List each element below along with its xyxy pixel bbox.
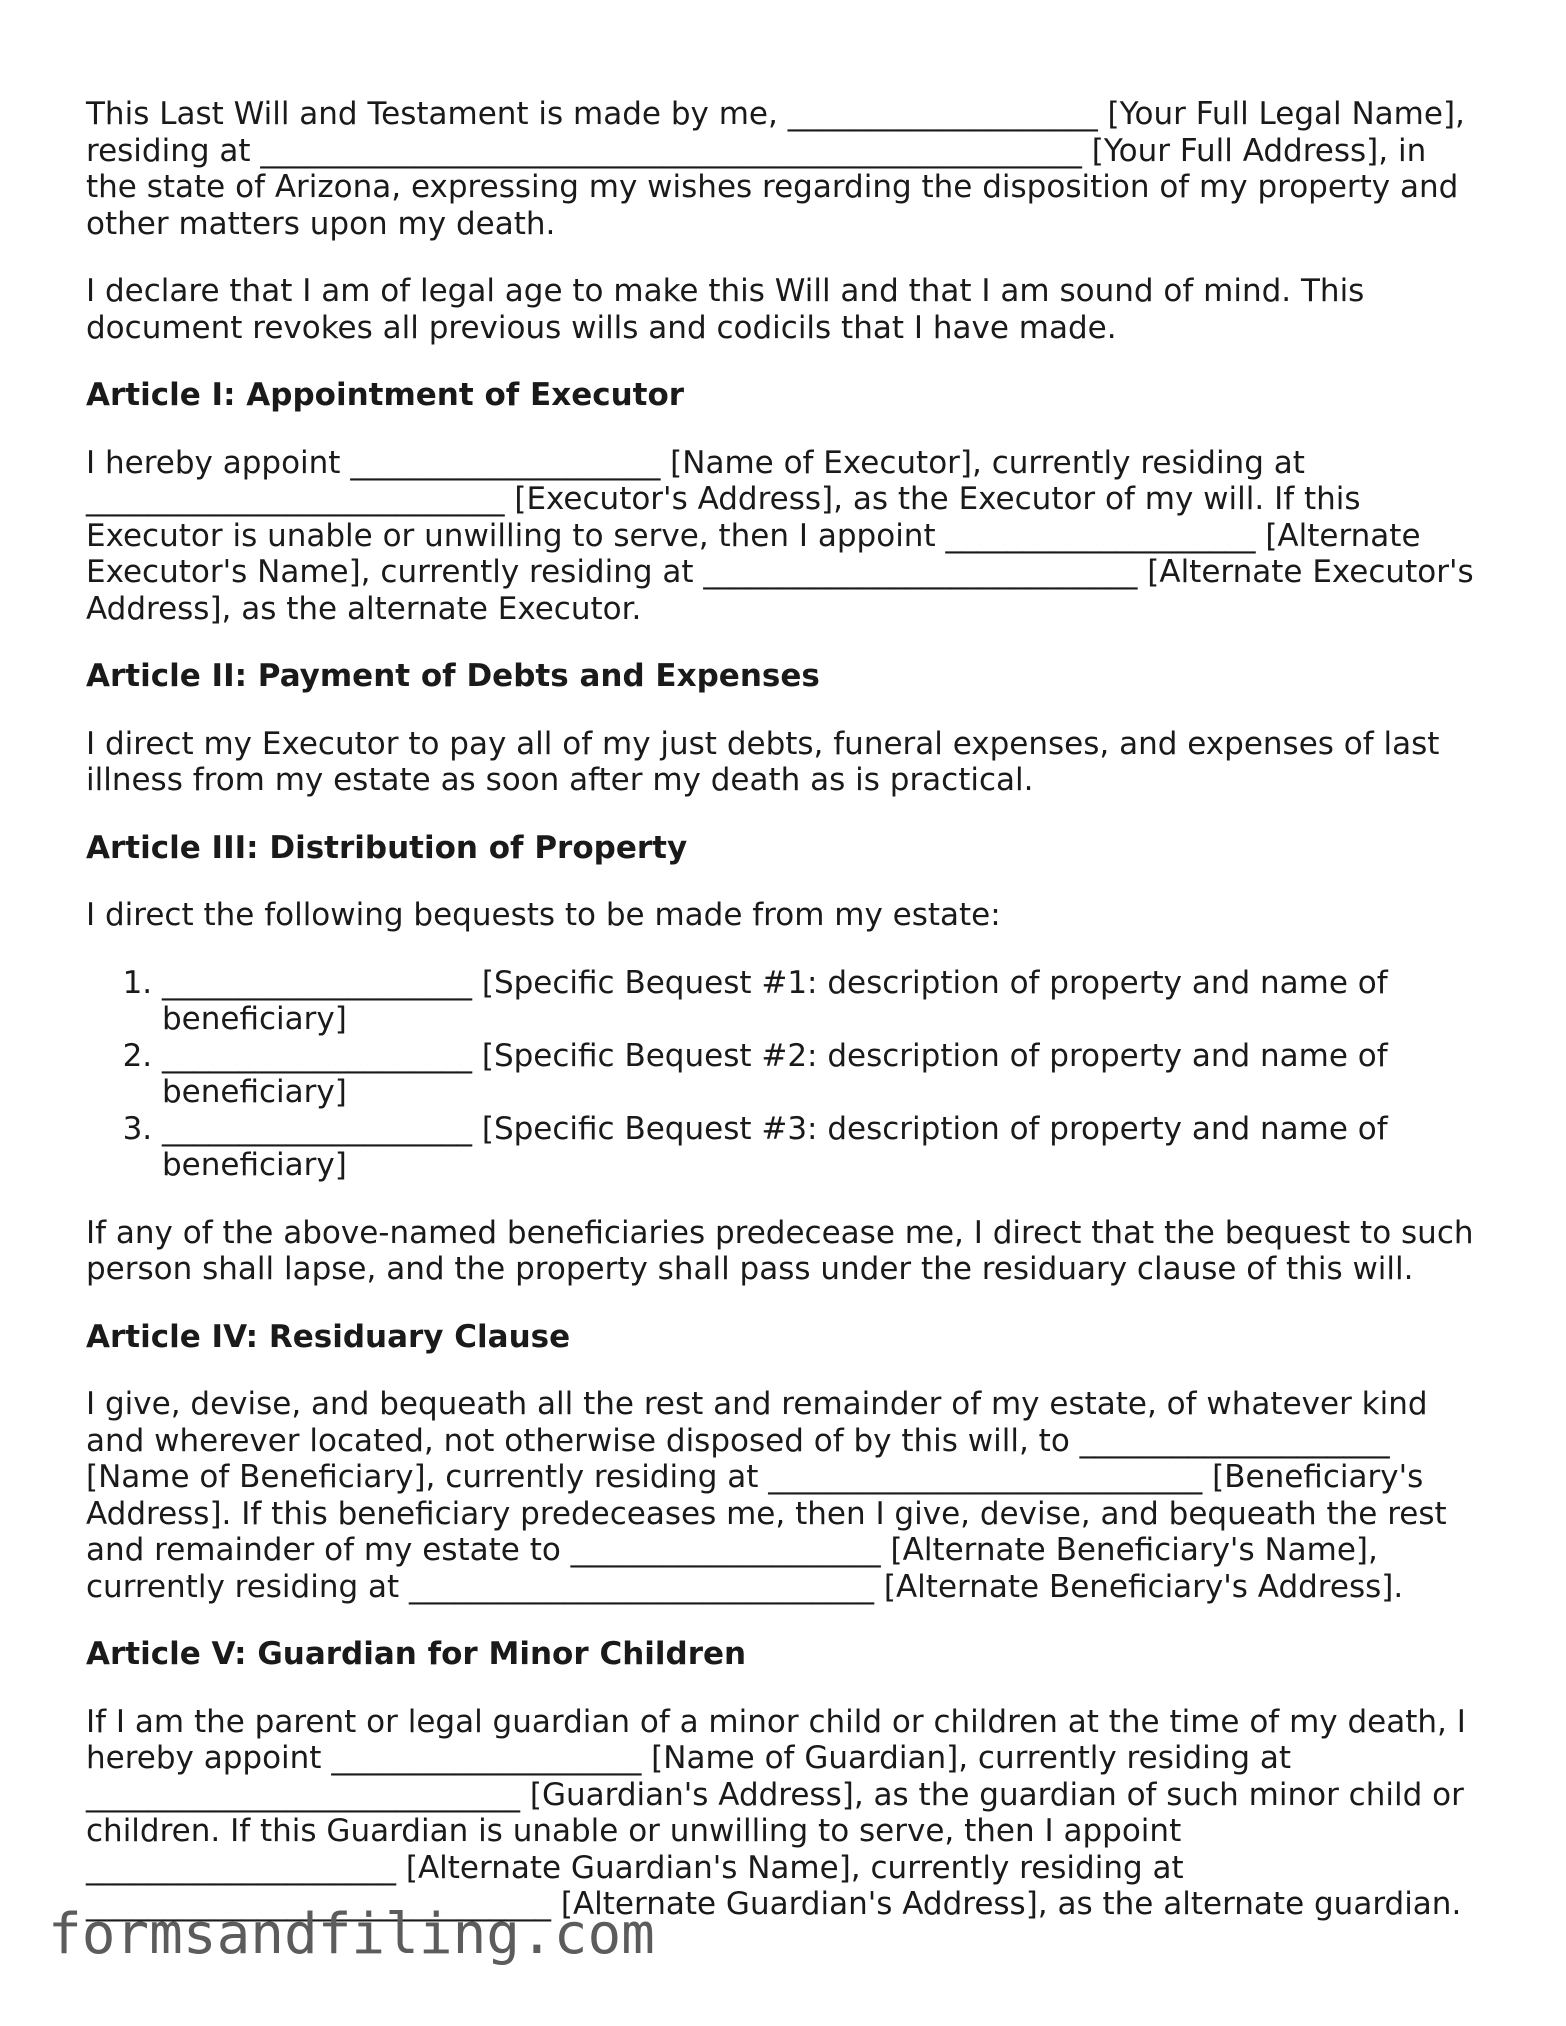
article-5-text: If I am the parent or legal guardian of a minor child or children at the time of my death, I hereby appoint ____________________ [Name of Guardian], currently residing at ____________________________ [Guardian's Address], as the guardian of such minor child or children. If this Guardian is unable or unwilling to serve, then I appoint ____________________ [Alternate Guardian's Name], currently residing at ______________________________ [Alternate Guardian's Address], as the alternate guardian. (86, 1703, 1466, 1922)
document-body (86, 96, 1486, 1954)
bequest-item: 2. ____________________ [Specific Bequest #2: description of property and name of beneficiary] (162, 1038, 1486, 1111)
article-3-heading: Article III: Distribution of Property (86, 829, 688, 866)
article-4-heading: Article IV: Residuary Clause (86, 1318, 571, 1355)
bequest-item: 3. ____________________ [Specific Bequest #3: description of property and name of beneficiary] (162, 1111, 1486, 1184)
article-5-heading: Article V: Guardian for Minor Children (86, 1636, 747, 1672)
watermark-logo: formsandfiling.com (48, 1902, 655, 1967)
article-3-intro: I direct the following bequests to be made from my estate: (86, 897, 1001, 933)
article-1-heading: Article I: Appointment of Executor (86, 377, 685, 413)
bequest-item: 1. ____________________ [Specific Bequest #1: description of property and name of beneficiary] (162, 965, 1486, 1038)
intro-paragraph: This Last Will and Testament is made by me, ____________________ [Your Full Legal Name], residing at _____________________________________________________ [Your Full Address], in the state of Arizona, expressing my wishes regarding the disposition of my property and other matters upon my death. (86, 96, 1465, 242)
article-2-heading: Article II: Payment of Debts and Expenses (86, 658, 820, 694)
article-4-text: I give, devise, and bequeath all the rest and remainder of my estate, of whatever kind and wherever located, not otherwise disposed of by this will, to ____________________ [Name of Beneficiary], currently residing at ____________________________ [Beneficiary's Address]. If this beneficiary predeceases me, then I give, devise, and bequeath the rest and remainder of my estate to ____________________ [Alternate Beneficiary's Name], currently residing at ______________________________ [Alternate Beneficiary's Address]. (86, 1386, 1447, 1605)
article-3-lapse-text: If any of the above-named beneficiaries predecease me, I direct that the bequest to such person shall lapse, and the property shall pass under the residuary clause of this will. (86, 1214, 1474, 1287)
article-2-text: I direct my Executor to pay all of my just debts, funeral expenses, and expenses of last illness from my estate as soon after my death as is practical. (86, 725, 1440, 798)
article-1-text: I hereby appoint ____________________ [Name of Executor], currently residing at ___________________________ [Executor's Address], as the Executor of my will. If this Executor is unable or unwilling to serve, then I appoint ____________________ [Alternate Executor's Name], currently residing at ____________________________ [Alternate Executor's Address], as the alternate Executor. (86, 444, 1474, 627)
bequest-list (86, 965, 1486, 1184)
declaration-paragraph: I declare that I am of legal age to make this Will and that I am sound of mind. This document revokes all previous wills and codicils that I have made. (86, 273, 1365, 346)
